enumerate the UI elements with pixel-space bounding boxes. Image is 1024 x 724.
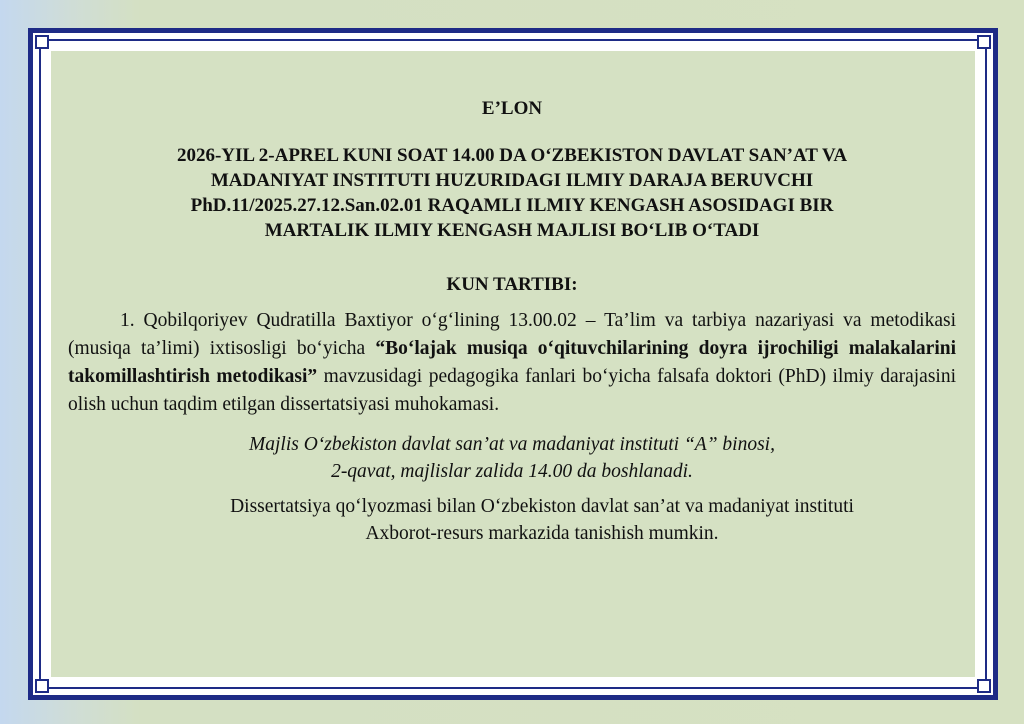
corner-ornament [977, 679, 991, 693]
agenda-item-intro: 1. Qobilqoriyev Qudratilla Baxtiyor o‘g‘lining 13.00.02 – Ta’lim va tarbiya nazariyasi va metodikasi (musiqa ta’limi) ixtisosligi bo‘yicha [68, 310, 956, 359]
agenda-heading: KUN TARTIBI: [446, 274, 578, 295]
info-line: Dissertatsiya qo‘lyozmasi bilan O‘zbekiston davlat san’at va madaniyat instituti [230, 496, 854, 517]
announcement-heading: E’LON [481, 98, 543, 119]
corner-ornament [977, 35, 991, 49]
subtitle-line: 2026-YIL 2-APREL KUNI SOAT 14.00 DA O‘ZBEKISTON DAVLAT SAN’AT VA [176, 145, 848, 166]
announcement-content [68, 97, 956, 547]
subtitle-line: MADANIYAT INSTITUTI HUZURIDAGI ILMIY DARAJA BERUVCHI [210, 170, 814, 191]
agenda-item [68, 307, 956, 419]
subtitle-line: MARTALIK ILMIY KENGASH MAJLISI BO‘LIB O‘TADI [264, 220, 760, 241]
info-line: Axborot-resurs markazida tanishish mumkin. [365, 523, 719, 544]
corner-ornament [35, 679, 49, 693]
venue-note [68, 431, 956, 485]
announcement-subtitle [68, 143, 956, 243]
subtitle-line: PhD.11/2025.27.12.San.02.01 RAQAMLI ILMIY KENGASH ASOSIDAGI BIR [190, 195, 834, 216]
dissertation-info [68, 493, 956, 547]
dissertation-topic: “Bo‘lajak musiqa o‘qituvchilarining doyra ijrochiligi malakalarini takomillashtirish metodikasi” [68, 338, 956, 387]
agenda-item-outro: mavzusidagi pedagogika fanlari bo‘yicha falsafa doktori (PhD) ilmiy darajasini olish uchun taqdim etilgan dissertatsiyasi muhokamasi. [68, 366, 957, 415]
venue-line: Majlis O‘zbekiston davlat san’at va madaniyat instituti “A” binosi, [249, 434, 775, 455]
venue-line: 2-qavat, majlislar zalida 14.00 da boshlanadi. [331, 461, 693, 482]
corner-ornament [35, 35, 49, 49]
